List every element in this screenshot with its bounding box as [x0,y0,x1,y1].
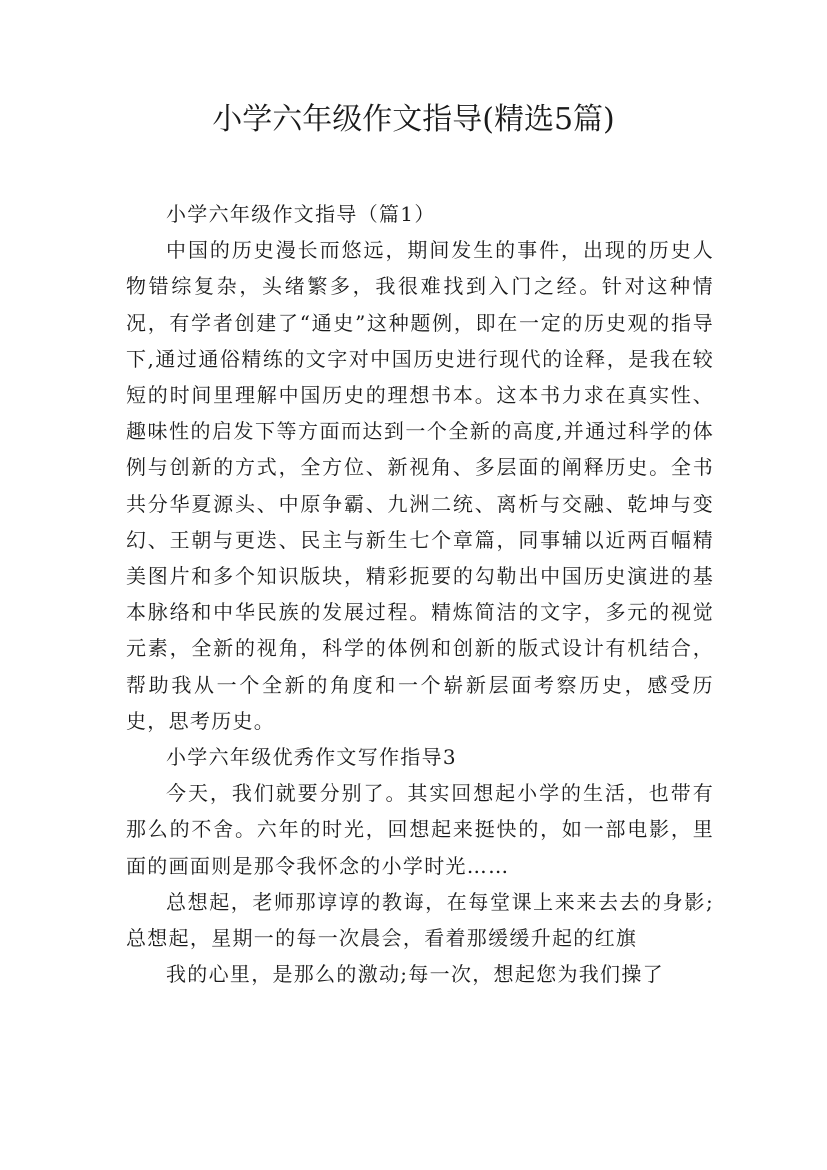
document-body [126,196,714,992]
section-heading-3: 小学六年级优秀作文写作指导3 [166,745,457,770]
paragraph-emotion: 我的心里，是那么的激动;每一次，想起您为我们操了 [166,962,664,987]
document-title: 小学六年级作文指导(精选5篇) [212,102,615,137]
section-heading-1: 小学六年级作文指导（篇1） [166,202,436,226]
paragraph-farewell: 今天，我们就要分别了。其实回想起小学的生活，也带有那么的不舍。六年的时光，回想起来挺快的，如一部电影，里面的画面则是那令我怀念的小学时光…… [126,781,714,878]
paragraph-history-book: 中国的历史漫长而悠远，期间发生的事件，出现的历史人物错综复杂，头绪繁多，我很难找到入门之经。针对这种情况，有学者创建了“通史”这种题例，即在一定的历史观的指导下,通过通俗精练的文字对中国历史进行现代的诠释，是我在较短的时间里理解中国历史的理想书本。这本书力求在真实性、趣味性的启发下等方面而达到一个全新的高度,并通过科学的体例与创新的方式，全方位、新视角、多层面的阐释历史。全书共分华夏源头、中原争霸、九洲二统、离析与交融、乾坤与变幻、王朝与更迭、民主与新生七个章篇，同事辅以近两百幅精美图片和多个知识版块，精彩扼要的勾勒出中国历史演进的基本脉络和中华民族的发展过程。精炼简洁的文字，多元的视觉元素，全新的视角，科学的体例和创新的版式设计有机结合，帮助我从一个全新的角度和一个崭新层面考察历史，感受历史，思考历史。 [126,238,714,733]
paragraph-memories: 总想起，老师那谆谆的教诲，在每堂课上来来去去的身影;总想起，星期一的每一次晨会，看着那缓缓升起的红旗 [126,889,714,951]
